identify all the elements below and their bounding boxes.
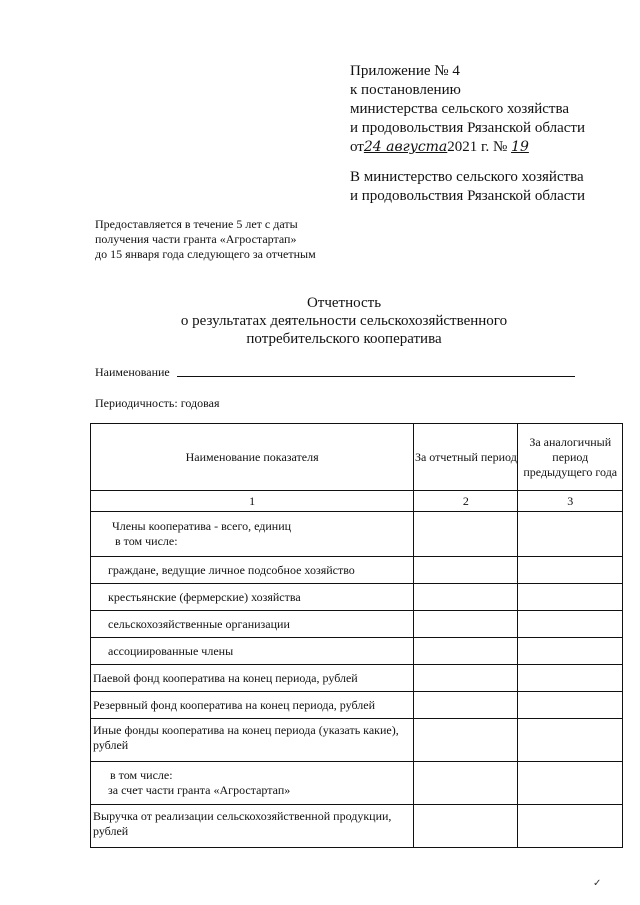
- column-number: 1: [91, 491, 414, 512]
- value-cell[interactable]: [414, 557, 518, 584]
- row-label: сельскохозяйственные организации: [91, 611, 414, 638]
- row-label: Паевой фонд кооператива на конец периода, рублей: [91, 665, 414, 692]
- members-line2: в том числе:: [115, 534, 178, 548]
- table-row: [91, 719, 623, 762]
- date-suffix: 2021 г. №: [447, 139, 508, 155]
- column-number: 3: [518, 491, 623, 512]
- report-title: [0, 294, 640, 348]
- title-line3: потребительского кооператива: [246, 331, 442, 347]
- value-cell[interactable]: [414, 719, 518, 762]
- value-cell[interactable]: [414, 611, 518, 638]
- value-cell[interactable]: [414, 512, 518, 557]
- report-table: [90, 423, 623, 848]
- value-cell[interactable]: [414, 665, 518, 692]
- value-cell[interactable]: [518, 638, 623, 665]
- value-cell[interactable]: [414, 805, 518, 848]
- table-row: [91, 692, 623, 719]
- appendix-line2: к постановлению: [350, 82, 461, 98]
- deadline-note: [95, 217, 316, 262]
- recipient-block: [350, 168, 585, 206]
- value-cell[interactable]: [518, 557, 623, 584]
- row-label: [91, 762, 414, 805]
- row-label: Выручка от реализации сельскохозяйственной продукции, рублей: [91, 805, 414, 848]
- value-cell[interactable]: [518, 762, 623, 805]
- header-previous-period: За аналогичный период предыдущего года: [518, 424, 623, 491]
- row-label: Иные фонды кооператива на конец периода (указать какие), рублей: [91, 719, 414, 762]
- title-line1: Отчетность: [306, 295, 382, 311]
- appendix-line4: и продовольствия Рязанской области: [350, 120, 585, 136]
- recipient-line2: и продовольствия Рязанской области: [350, 188, 585, 204]
- value-cell[interactable]: [414, 584, 518, 611]
- row-label: граждане, ведущие личное подсобное хозяйство: [91, 557, 414, 584]
- handwritten-number: 19: [511, 139, 529, 155]
- name-input-line[interactable]: [177, 376, 575, 377]
- value-cell[interactable]: [518, 611, 623, 638]
- recipient-line1: В министерство сельского хозяйства: [350, 169, 584, 185]
- table-row: [91, 584, 623, 611]
- row-label: Резервный фонд кооператива на конец периода, рублей: [91, 692, 414, 719]
- name-label: Наименование: [95, 365, 170, 379]
- table-row: [91, 638, 623, 665]
- title-line2: о результатах деятельности сельскохозяйственного: [180, 313, 508, 329]
- appendix-line1: Приложение № 4: [350, 63, 460, 79]
- header-current-period: За отчетный период: [414, 424, 518, 491]
- row-label: ассоциированные члены: [91, 638, 414, 665]
- deadline-line1: Предоставляется в течение 5 лет с даты: [95, 217, 298, 231]
- column-number: 2: [414, 491, 518, 512]
- row-label: [91, 512, 414, 557]
- deadline-line2: получения части гранта «Агростартап»: [95, 232, 297, 246]
- appendix-line3: министерства сельского хозяйства: [350, 101, 570, 117]
- table-row: [91, 665, 623, 692]
- table-row: [91, 611, 623, 638]
- periodicity: Периодичность: годовая: [95, 396, 220, 410]
- row-label: крестьянские (фермерские) хозяйства: [91, 584, 414, 611]
- table-row: [91, 762, 623, 805]
- deadline-line3: до 15 января года следующего за отчетным: [95, 247, 316, 261]
- value-cell[interactable]: [518, 512, 623, 557]
- table-row: [91, 557, 623, 584]
- value-cell[interactable]: [518, 805, 623, 848]
- table-header-row: [91, 424, 623, 491]
- value-cell[interactable]: [518, 692, 623, 719]
- value-cell[interactable]: [414, 692, 518, 719]
- appendix-date-line: [350, 138, 585, 157]
- handwritten-date: 24 августа: [363, 139, 448, 155]
- value-cell[interactable]: [518, 719, 623, 762]
- appendix-block: [350, 62, 585, 157]
- incl-line1: в том числе:: [110, 768, 173, 782]
- column-number-row: [91, 491, 623, 512]
- value-cell[interactable]: [414, 762, 518, 805]
- value-cell[interactable]: [414, 638, 518, 665]
- value-cell[interactable]: [518, 665, 623, 692]
- header-indicator: Наименование показателя: [91, 424, 414, 491]
- table-row: [91, 512, 623, 557]
- page-corner-mark: ✓: [593, 878, 602, 889]
- value-cell[interactable]: [518, 584, 623, 611]
- members-line1: Члены кооператива - всего, единиц: [112, 519, 292, 533]
- table-row: [91, 805, 623, 848]
- date-prefix: от: [350, 139, 364, 155]
- incl-line2: за счет части гранта «Агростартап»: [108, 783, 291, 797]
